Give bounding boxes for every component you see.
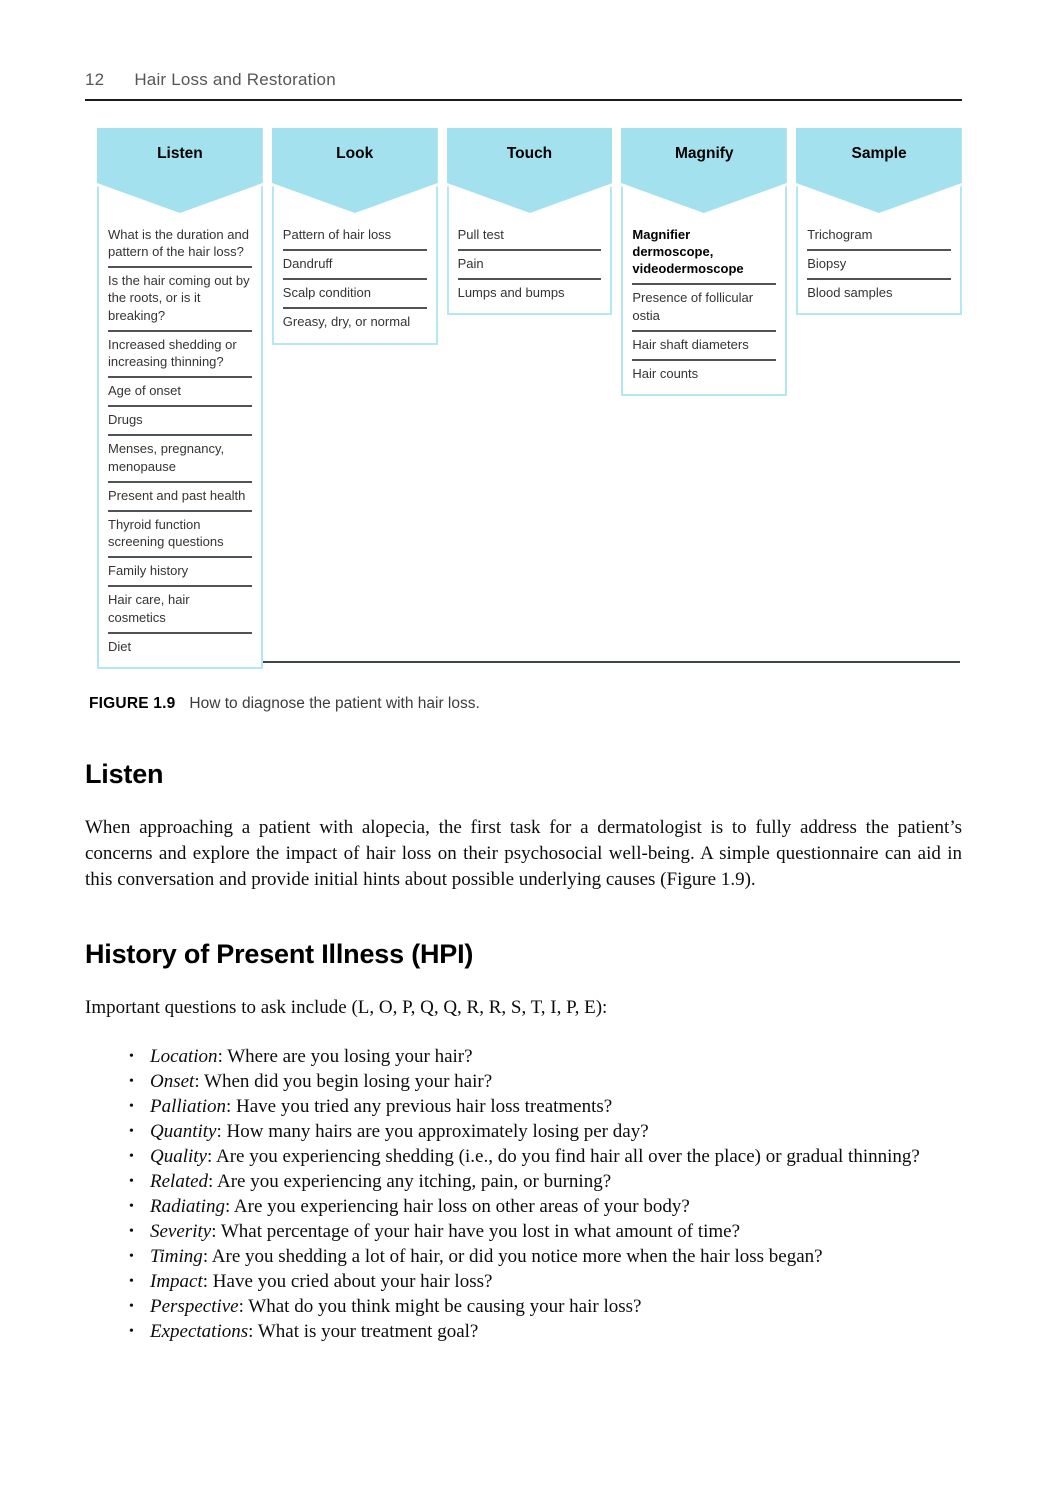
figure-item: Lumps and bumps [457, 285, 565, 301]
column-title: Magnify [675, 145, 734, 162]
figure-column-sample [796, 128, 962, 665]
hpi-question-term: Quality [150, 1146, 207, 1167]
hpi-question-item [129, 1094, 962, 1119]
figure-column-magnify [621, 128, 787, 665]
hpi-question-term: Location [150, 1046, 218, 1067]
figure-item: Is the hair coming out by the roots, or is it breaking? [108, 268, 252, 331]
figure-item: Blood samples [807, 285, 893, 301]
bullet-icon: • [129, 1224, 134, 1239]
banner-chevron-shape [272, 128, 438, 220]
figure-item: Trichogram [807, 222, 951, 251]
hpi-question-text: : What do you think might be causing your hair loss? [238, 1296, 642, 1317]
hpi-question-term: Onset [150, 1071, 195, 1092]
hpi-question-item [129, 1144, 962, 1169]
figure-item: Diet [108, 638, 132, 654]
hpi-question-item [129, 1044, 962, 1069]
hpi-question-term: Expectations [150, 1321, 249, 1342]
column-title: Look [336, 145, 374, 162]
figure-caption-text: How to diagnose the patient with hair loss. [189, 695, 480, 712]
hpi-question-item [129, 1069, 962, 1094]
hpi-intro: Important questions to ask include (L, O, P, Q, Q, R, R, S, T, I, P, E): [85, 997, 608, 1018]
column-banner-magnify [621, 128, 787, 220]
figure-item: Family history [108, 558, 252, 587]
figure-item: Increased shedding or increasing thinning? [108, 332, 252, 378]
bullet-icon: • [129, 1299, 134, 1314]
hpi-question-item [129, 1169, 962, 1194]
bullet-icon: • [129, 1249, 134, 1264]
hpi-question-text: : Are you experiencing shedding (i.e., do you find hair all over the place) or gradual thinning? [207, 1146, 920, 1167]
page-number: 12 [85, 70, 105, 89]
figure-1-9 [89, 128, 962, 713]
hpi-question-item [129, 1294, 962, 1319]
hpi-question-text: : Are you shedding a lot of hair, or did you notice more when the hair loss began? [202, 1246, 823, 1267]
figure-item: Hair care, hair cosmetics [108, 587, 252, 633]
figure-item: Magnifier dermoscope, videodermoscope [632, 222, 776, 285]
section-heading-hpi: History of Present Illness (HPI) [85, 939, 474, 969]
column-title: Sample [851, 145, 907, 162]
bullet-icon: • [129, 1149, 134, 1164]
figure-item: Scalp condition [283, 280, 427, 309]
hpi-question-list [129, 1044, 962, 1344]
hpi-question-text: : How many hairs are you approximately losing per day? [216, 1121, 649, 1142]
hpi-question-term: Impact [150, 1271, 203, 1292]
column-banner-touch [447, 128, 613, 220]
figure-item: Present and past health [108, 483, 252, 512]
figure-item: Presence of follicular ostia [632, 285, 776, 331]
hpi-question-text: : What percentage of your hair have you lost in what amount of time? [211, 1221, 741, 1242]
hpi-question-term: Quantity [150, 1121, 217, 1142]
column-banner-listen [97, 128, 263, 220]
figure-column-look [272, 128, 438, 665]
figure-item: Greasy, dry, or normal [282, 314, 411, 330]
hpi-question-item [129, 1269, 962, 1294]
figure-item: Thyroid function screening questions [108, 512, 252, 558]
figure-item: Age of onset [108, 378, 252, 407]
column-item-box-listen [97, 184, 263, 669]
banner-chevron-shape [796, 128, 962, 220]
hpi-question-text: : Have you cried about your hair loss? [202, 1271, 493, 1292]
bullet-icon: • [129, 1174, 134, 1189]
column-title: Listen [157, 145, 203, 162]
hpi-question-item [129, 1194, 962, 1219]
figure-item: Pain [458, 251, 602, 280]
column-banner-look [272, 128, 438, 220]
figure-item: Biopsy [807, 251, 951, 280]
bullet-icon: • [129, 1124, 134, 1139]
hpi-question-term: Radiating [150, 1196, 225, 1217]
figure-columns [97, 128, 962, 665]
figure-item: Pull test [458, 222, 602, 251]
hpi-question-item [129, 1319, 962, 1344]
bullet-icon: • [129, 1099, 134, 1114]
banner-chevron-shape [97, 128, 263, 220]
figure-caption-label: FIGURE 1.9 [89, 695, 176, 712]
hpi-question-text: : Are you experiencing any itching, pain, or burning? [208, 1171, 612, 1192]
bullet-icon: • [129, 1324, 134, 1339]
figure-item: Menses, pregnancy, menopause [108, 436, 252, 482]
section-heading-listen: Listen [85, 759, 164, 789]
figure-baseline-rule [263, 661, 960, 663]
hpi-question-text: : When did you begin losing your hair? [194, 1071, 493, 1092]
hpi-question-item [129, 1119, 962, 1144]
figure-item: Dandruff [283, 251, 427, 280]
hpi-question-text: : What is your treatment goal? [248, 1321, 479, 1342]
figure-item: Drugs [108, 407, 252, 436]
bullet-icon: • [129, 1274, 134, 1289]
figure-item: What is the duration and pattern of the hair loss? [108, 222, 252, 268]
bullet-icon: • [129, 1199, 134, 1214]
column-title: Touch [506, 145, 553, 162]
hpi-question-item [129, 1219, 962, 1244]
hpi-question-term: Related [150, 1171, 209, 1192]
column-banner-sample [796, 128, 962, 220]
figure-item: Hair shaft diameters [632, 332, 776, 361]
hpi-question-text: : Are you experiencing hair loss on other areas of your body? [224, 1196, 690, 1217]
hpi-question-term: Timing [150, 1246, 203, 1267]
hpi-question-term: Palliation [150, 1096, 226, 1117]
banner-chevron-shape [447, 128, 613, 220]
hpi-question-term: Severity [150, 1221, 212, 1242]
running-head [85, 70, 962, 101]
hpi-question-text: : Where are you losing your hair? [217, 1046, 473, 1067]
figure-caption [89, 695, 962, 713]
bullet-icon: • [129, 1049, 134, 1064]
hpi-question-term: Perspective [150, 1296, 239, 1317]
bullet-icon: • [129, 1074, 134, 1089]
hpi-question-item [129, 1244, 962, 1269]
figure-item: Hair counts [632, 365, 699, 381]
banner-chevron-shape [621, 128, 787, 220]
listen-paragraph: When approaching a patient with alopecia, the first task for a dermatologist is to fully address the patient’s concerns and explore the impact of hair loss on their psychosocial well-being. A simple questionnaire can aid in this conversation and provide initial hints about possible underlying causes (Figure 1.9). [85, 817, 962, 890]
figure-column-touch [447, 128, 613, 665]
figure-item: Pattern of hair loss [283, 222, 427, 251]
running-head-title: Hair Loss and Restoration [134, 70, 336, 89]
figure-column-listen [97, 128, 263, 665]
hpi-question-text: : Have you tried any previous hair loss treatments? [226, 1096, 613, 1117]
